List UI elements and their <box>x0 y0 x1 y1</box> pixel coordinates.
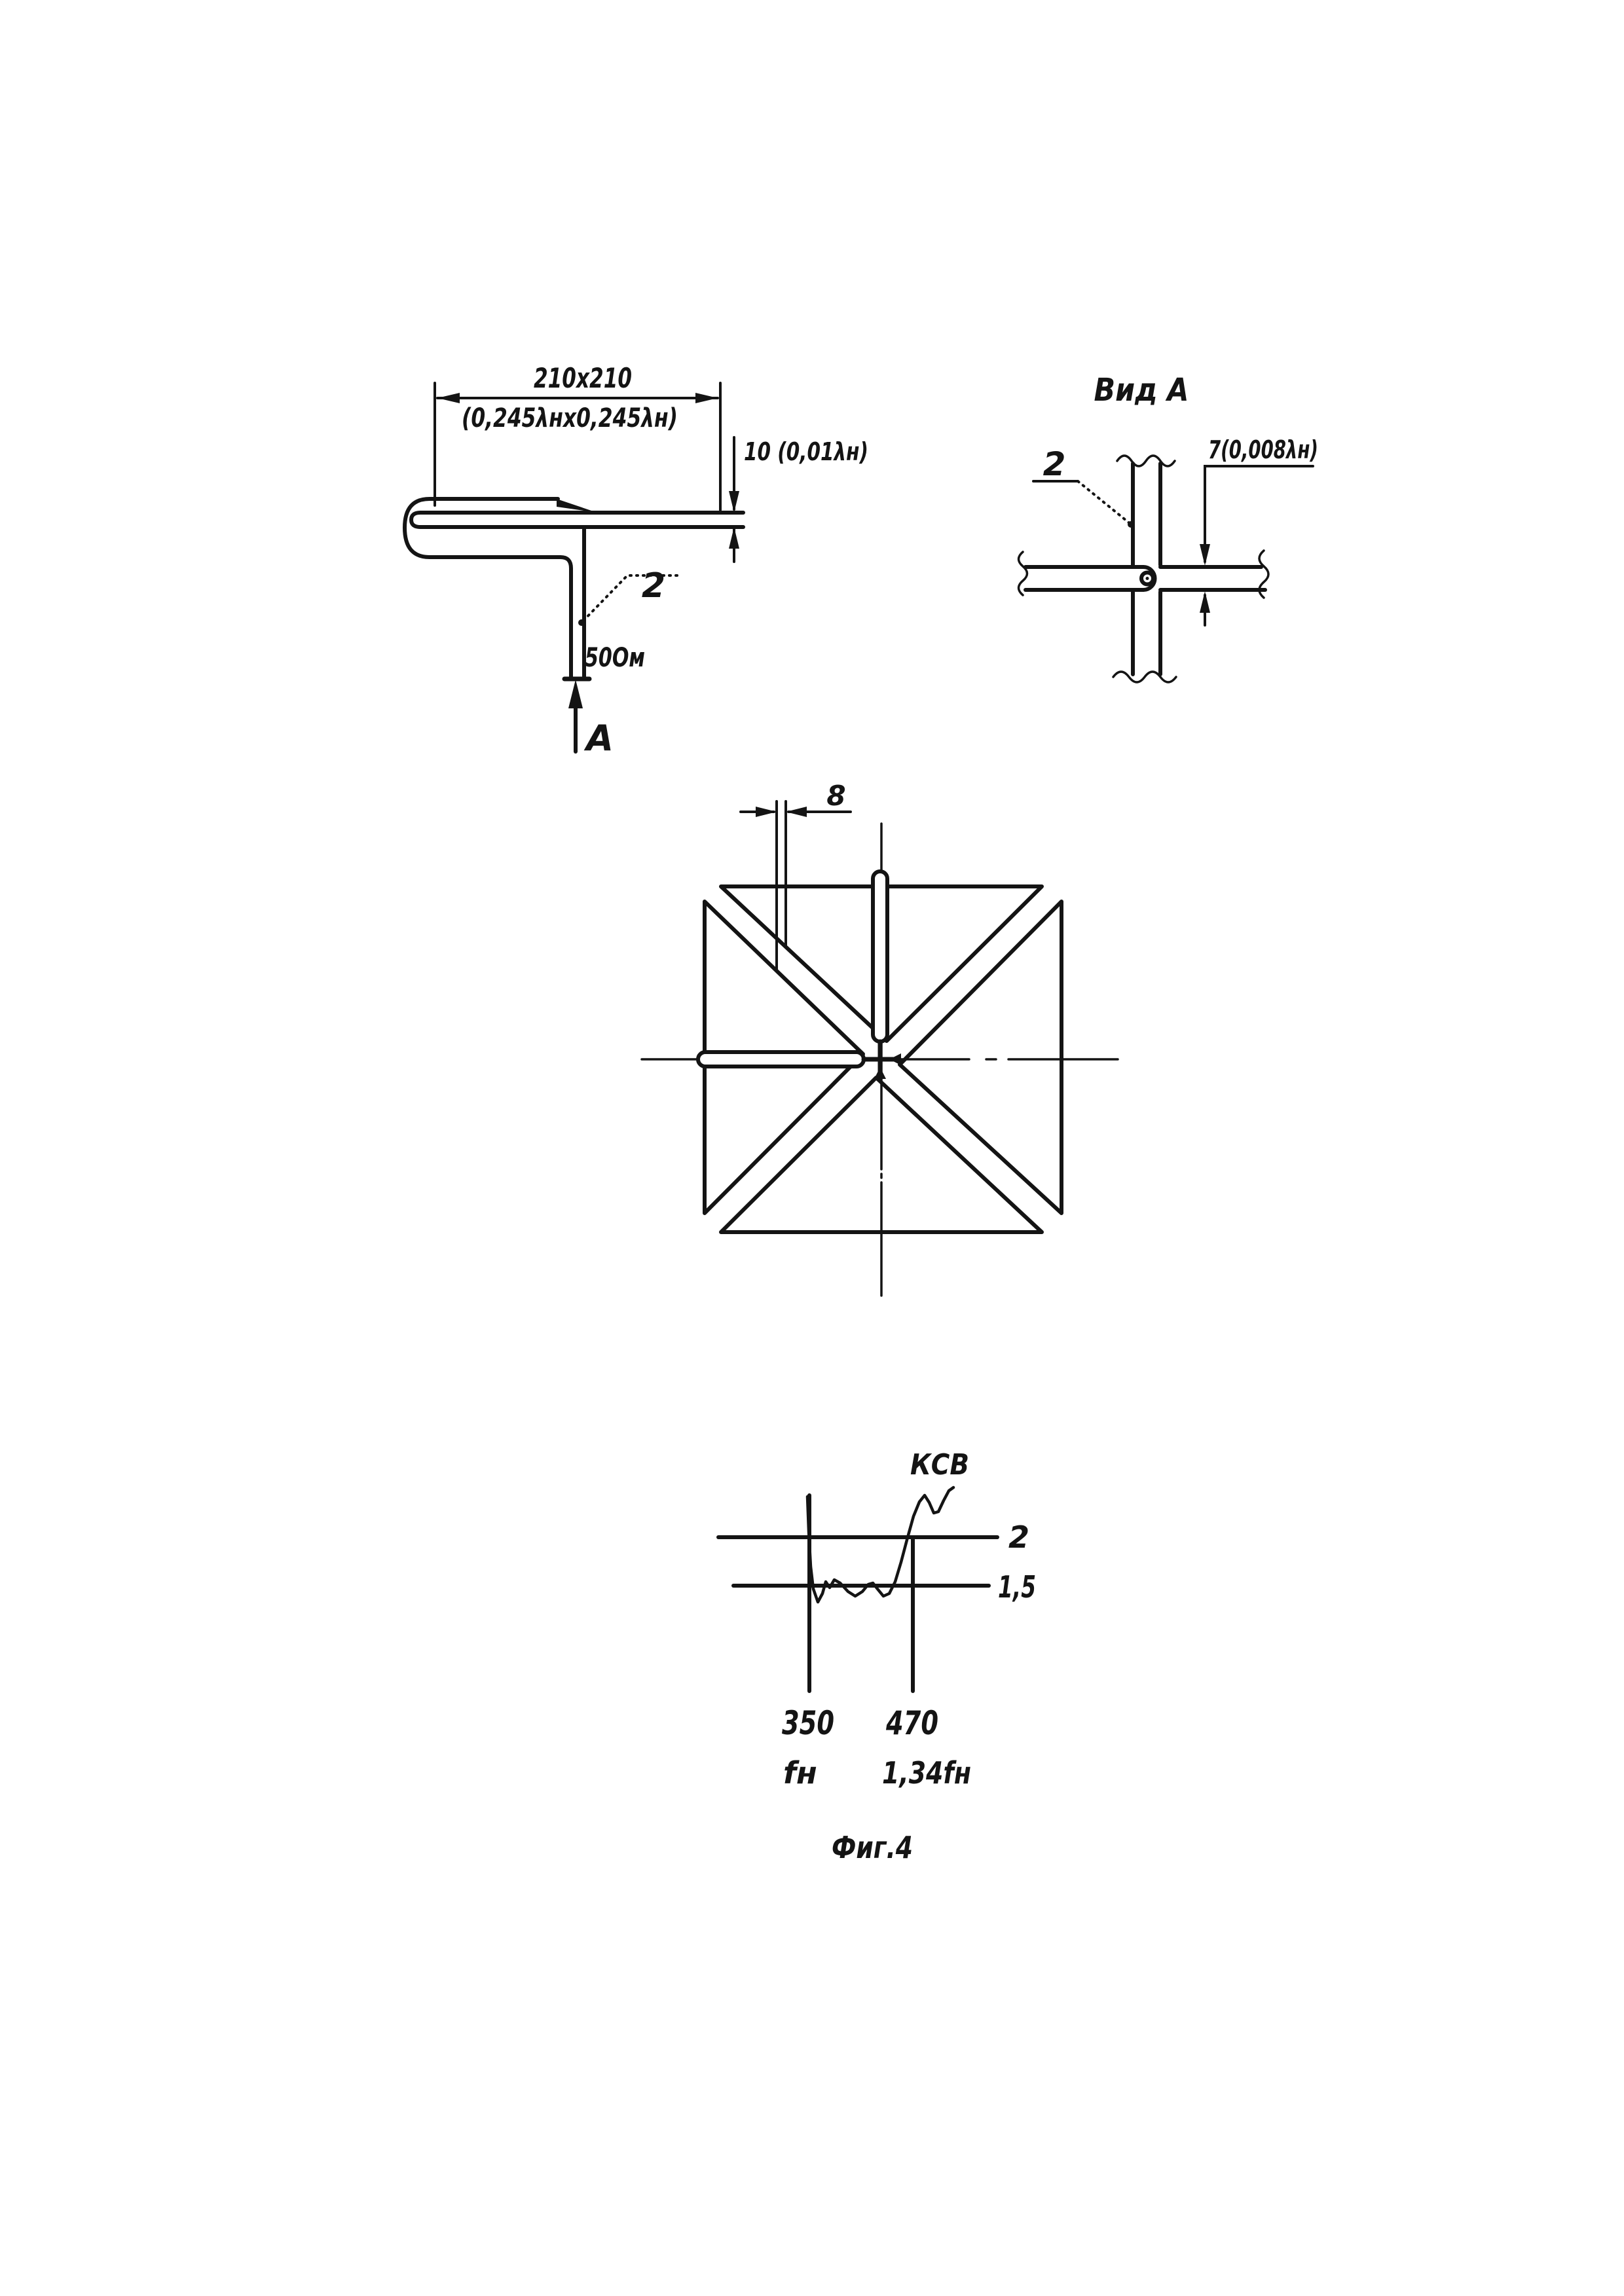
feed-impedance-label: 50Ом <box>585 643 645 673</box>
dim-7-arrow-down <box>1200 544 1210 566</box>
dim-arrow-left <box>437 393 460 403</box>
graph-ylabel: КСВ <box>910 1448 969 1482</box>
x-470-label: 470 <box>885 1704 938 1742</box>
dim-8-label: 8 <box>826 780 846 812</box>
part2-leader <box>1078 481 1130 524</box>
plan-view-figure <box>642 780 1118 1296</box>
view-a-part-2-label: 2 <box>1043 445 1066 483</box>
patch-taper-weld <box>557 499 597 513</box>
x-134fn-label: 1,34fн <box>882 1755 971 1791</box>
center-arrow-left <box>889 1053 901 1065</box>
center-arrow-up <box>874 1067 886 1079</box>
strip-top-break <box>1117 456 1175 466</box>
part2-leader-dot <box>1128 521 1134 528</box>
view-a-figure <box>1019 372 1319 682</box>
view-a-title: Вид А <box>1094 372 1189 409</box>
ref-1-5-label: 1,5 <box>998 1569 1036 1605</box>
view-arrow-letter: А <box>586 718 614 759</box>
side-view-figure <box>405 362 868 759</box>
part-2-label: 2 <box>641 566 666 606</box>
vswr-graph <box>718 1448 1036 1791</box>
x-fn-label: fн <box>783 1755 817 1791</box>
dim-210x210-sub-label: (0,245λнx0,245λн) <box>462 403 678 433</box>
leader-dot <box>578 619 585 626</box>
dim-8-arrow-right <box>756 807 777 817</box>
strip-bottom-break <box>1113 672 1176 682</box>
dim-7-label: 7(0,008λн) <box>1208 435 1318 464</box>
dim-8-arrow-left <box>786 807 807 817</box>
dim-7-bracket <box>1205 466 1313 562</box>
dim-7-arrow-up <box>1200 591 1210 613</box>
tube-left-cap <box>411 513 420 527</box>
dim-arrow-right <box>695 393 718 403</box>
vertical-feed-pin <box>873 871 887 1042</box>
horizontal-feed-pin <box>698 1052 864 1066</box>
dim-10-arrow-down <box>729 491 739 513</box>
view-arrow-head <box>568 680 583 708</box>
dim-210x210-label: 210x210 <box>534 362 632 394</box>
center-conductor-dot <box>1146 577 1149 580</box>
x-350-label: 350 <box>782 1704 834 1742</box>
ref-2-label: 2 <box>1008 1520 1030 1555</box>
figure-caption: Фиг.4 <box>832 1830 913 1865</box>
dim-10-arrow-up <box>729 527 739 549</box>
dim-10-label: 10 (0,01λн) <box>744 437 868 466</box>
